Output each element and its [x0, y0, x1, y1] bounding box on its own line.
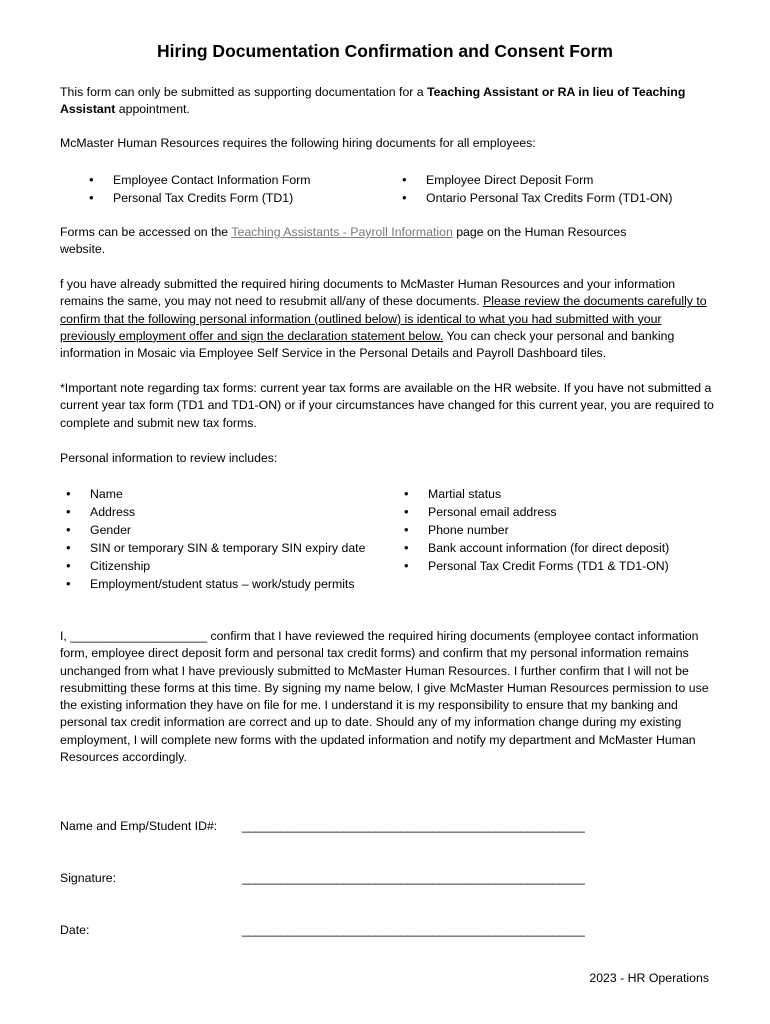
list-item: • Citizenship: [66, 557, 365, 575]
review-instruction-text: Please review the documents carefully to confirm that the following personal information (outlined below) is identical to what you had submitted with your previously employment offer and sign the declaration statement below.: [60, 294, 707, 343]
list-item: • Personal Tax Credit Forms (TD1 & TD1-ON): [404, 557, 669, 575]
declaration-prefix: I,: [60, 629, 71, 643]
signature-label: Signature:: [60, 871, 117, 885]
list-item: • Gender: [66, 521, 365, 539]
already-submitted-text: f you have already submitted the required hiring documents to McMaster Human Resources and your information remains the same, you may not need to resubmit all/any of these documents.: [60, 277, 676, 309]
review-heading: Personal information to review includes:: [60, 451, 278, 465]
declaration-paragraph: [60, 628, 720, 766]
forms-access-paragraph: [60, 224, 645, 259]
date-input-line[interactable]: ______________________________________________________: [242, 923, 585, 937]
tax-note-paragraph: *Important note regarding tax forms: current year tax forms are available on the HR website. If you have not submitted a current year tax form (TD1 and TD1-ON) or if your circumstances have changed for this current year, you are required to complete and submit new tax forms.: [60, 381, 714, 430]
list-item: • Martial status: [404, 485, 669, 503]
requires-paragraph: McMaster Human Resources requires the following hiring documents for all employees:: [60, 136, 536, 150]
page-title: Hiring Documentation Confirmation and Consent Form: [157, 41, 613, 61]
intro-bold-text: Teaching Assistant or RA in lieu of Teaching Assistant: [60, 85, 686, 117]
review-items-right-list: [404, 485, 669, 575]
required-docs-right-list: [402, 171, 672, 207]
list-item: • Name: [66, 485, 365, 503]
list-item: • Employee Direct Deposit Form: [402, 171, 672, 189]
forms-access-text: Forms can be accessed on the: [60, 225, 232, 239]
name-id-label: Name and Emp/Student ID#:: [60, 819, 218, 833]
list-item: • Phone number: [404, 521, 669, 539]
declarant-name-blank[interactable]: ____________________: [70, 629, 208, 643]
list-item: • Personal email address: [404, 503, 669, 521]
review-items-left-list: [66, 485, 365, 593]
footer-text: 2023 - HR Operations: [589, 971, 709, 985]
list-item: • SIN or temporary SIN & temporary SIN expiry date: [66, 539, 365, 557]
intro-text-end: appointment.: [115, 102, 190, 117]
signature-input-line[interactable]: ______________________________________________________: [242, 871, 585, 885]
forms-access-text-end: page on the Human Resources website.: [60, 225, 627, 257]
declaration-text: confirm that I have reviewed the required hiring documents (employee contact information form, employee direct deposit form and personal tax credit forms) and confirm that my personal information remains unchanged from what I have previously submitted to McMaster Human Resources. I further confirm that I will not be resubmitting these forms at this time. By signing my name below, I give McMaster Human Resources permission to use the existing information they have on file for me. I understand it is my responsibility to ensure that my banking and personal tax credit information are correct and up to date. Should any of my information change during my existing employment, I will complete new forms with the updated information and notify my department and McMaster Human Resources accordingly.: [60, 629, 709, 765]
payroll-info-link[interactable]: Teaching Assistants - Payroll Information: [231, 225, 453, 239]
mosaic-text: You can check your personal and banking information in Mosaic via Employee Self Service in the Personal Details and Payroll Dashboard tiles.: [60, 328, 675, 361]
date-label: Date:: [60, 923, 90, 937]
already-submitted-paragraph: [60, 276, 720, 362]
intro-text: This form can only be submitted as supporting documentation for a: [60, 85, 428, 99]
list-item: • Employment/student status – work/study permits: [66, 575, 365, 593]
list-item: • Employee Contact Information Form: [89, 171, 311, 189]
list-item: • Personal Tax Credits Form (TD1): [89, 189, 311, 207]
name-id-input-line[interactable]: ______________________________________________________: [242, 819, 585, 833]
list-item: • Bank account information (for direct deposit): [404, 539, 669, 557]
intro-paragraph: [60, 84, 720, 119]
list-item: • Address: [66, 503, 365, 521]
required-docs-left-list: [89, 171, 311, 207]
list-item: • Ontario Personal Tax Credits Form (TD1-ON): [402, 189, 672, 207]
